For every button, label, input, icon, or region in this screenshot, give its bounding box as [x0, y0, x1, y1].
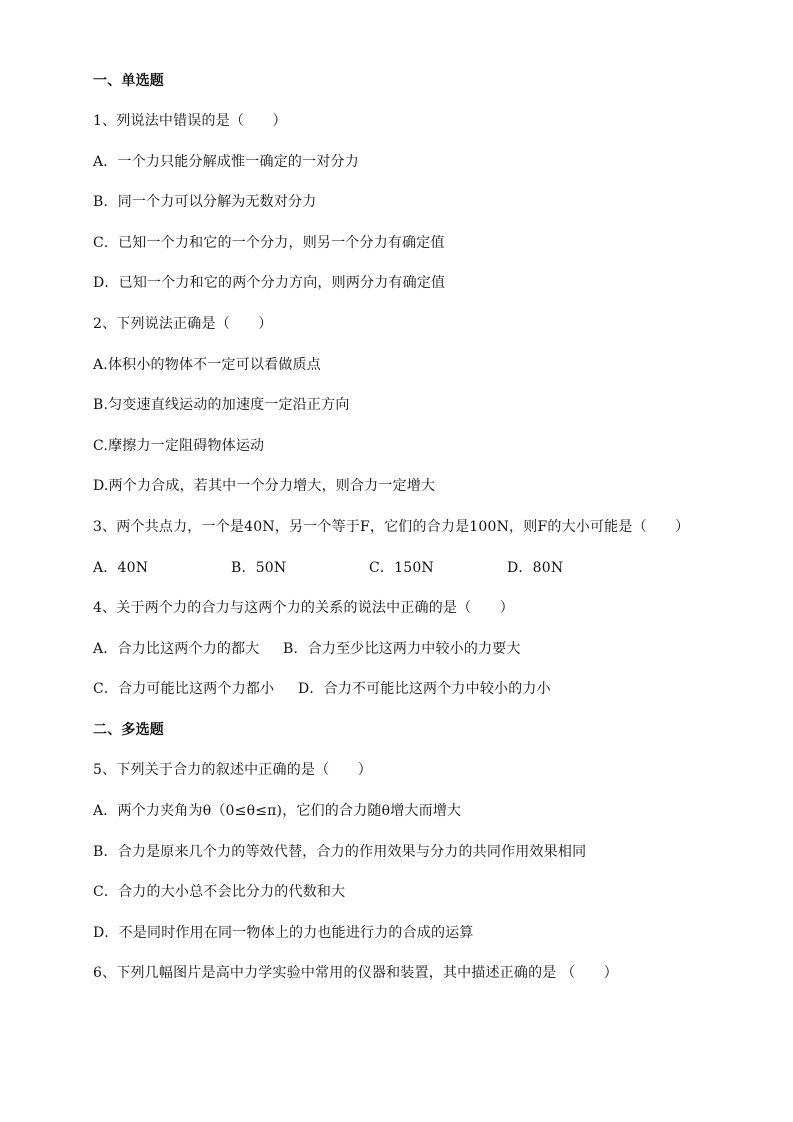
question-5-option-b: B．合力是原来几个力的等效代替，合力的作用效果与分力的共同作用效果相同 — [93, 844, 587, 860]
question-4-stem: 4、关于两个力的合力与这两个力的关系的说法中正确的是（ ） — [93, 600, 514, 616]
question-4-options-row-1 — [93, 639, 521, 659]
section-title-single-choice: 一、单选题 — [93, 73, 164, 89]
question-3-option-a: A．40N — [93, 560, 149, 576]
question-1-option-b: B．同一个力可以分解为无数对分力 — [93, 194, 317, 210]
question-4-options-row-2 — [93, 679, 551, 699]
question-2-option-a: A.体积小的物体不一定可以看做质点 — [93, 357, 321, 373]
question-5-stem: 5、下列关于合力的叙述中正确的是（ ） — [93, 762, 372, 778]
question-3-options — [93, 558, 563, 578]
question-4-option-b: B．合力至少比这两力中较小的力要大 — [283, 641, 521, 657]
question-3-option-b: B．50N — [231, 560, 287, 576]
question-1-option-d: D．已知一个力和它的两个分力方向，则两分力有确定值 — [93, 275, 446, 291]
question-2-option-b: B.匀变速直线运动的加速度一定沿正方向 — [93, 397, 350, 413]
question-3-option-d: D．80N — [507, 560, 564, 576]
question-4-option-c: C．合力可能比这两个力都小 — [93, 681, 275, 697]
question-3-option-c: C．150N — [369, 560, 434, 576]
question-1-option-a: A．一个力只能分解成惟一确定的一对分力 — [93, 154, 359, 170]
question-4-option-d: D．合力不可能比这两个力中较小的力小 — [298, 681, 551, 697]
question-2-option-c: C.摩擦力一定阻碍物体运动 — [93, 438, 265, 454]
question-6-stem: 6、下列几幅图片是高中力学实验中常用的仪器和装置，其中描述正确的是 （ ） — [93, 965, 618, 981]
question-1-stem: 1、列说法中错误的是（ ） — [93, 113, 287, 129]
question-2-option-d: D.两个力合成，若其中一个分力增大，则合力一定增大 — [93, 478, 436, 494]
question-5-option-c: C．合力的大小总不会比分力的代数和大 — [93, 884, 346, 900]
question-3-stem: 3、两个共点力，一个是40N，另一个等于F，它们的合力是100N，则F的大小可能是（ ） — [93, 519, 690, 535]
question-1-option-c: C．已知一个力和它的一个分力，则另一个分力有确定值 — [93, 235, 445, 251]
question-2-stem: 2、下列说法正确是（ ） — [93, 316, 273, 332]
question-4-option-a: A．合力比这两个力的都大 — [93, 641, 260, 657]
question-5-option-d: D．不是同时作用在同一物体上的力也能进行力的合成的运算 — [93, 925, 474, 941]
section-title-multiple-choice: 二、多选题 — [93, 722, 164, 738]
question-5-option-a: A．两个力夹角为θ（0≤θ≤π)，它们的合力随θ增大而增大 — [93, 803, 462, 819]
